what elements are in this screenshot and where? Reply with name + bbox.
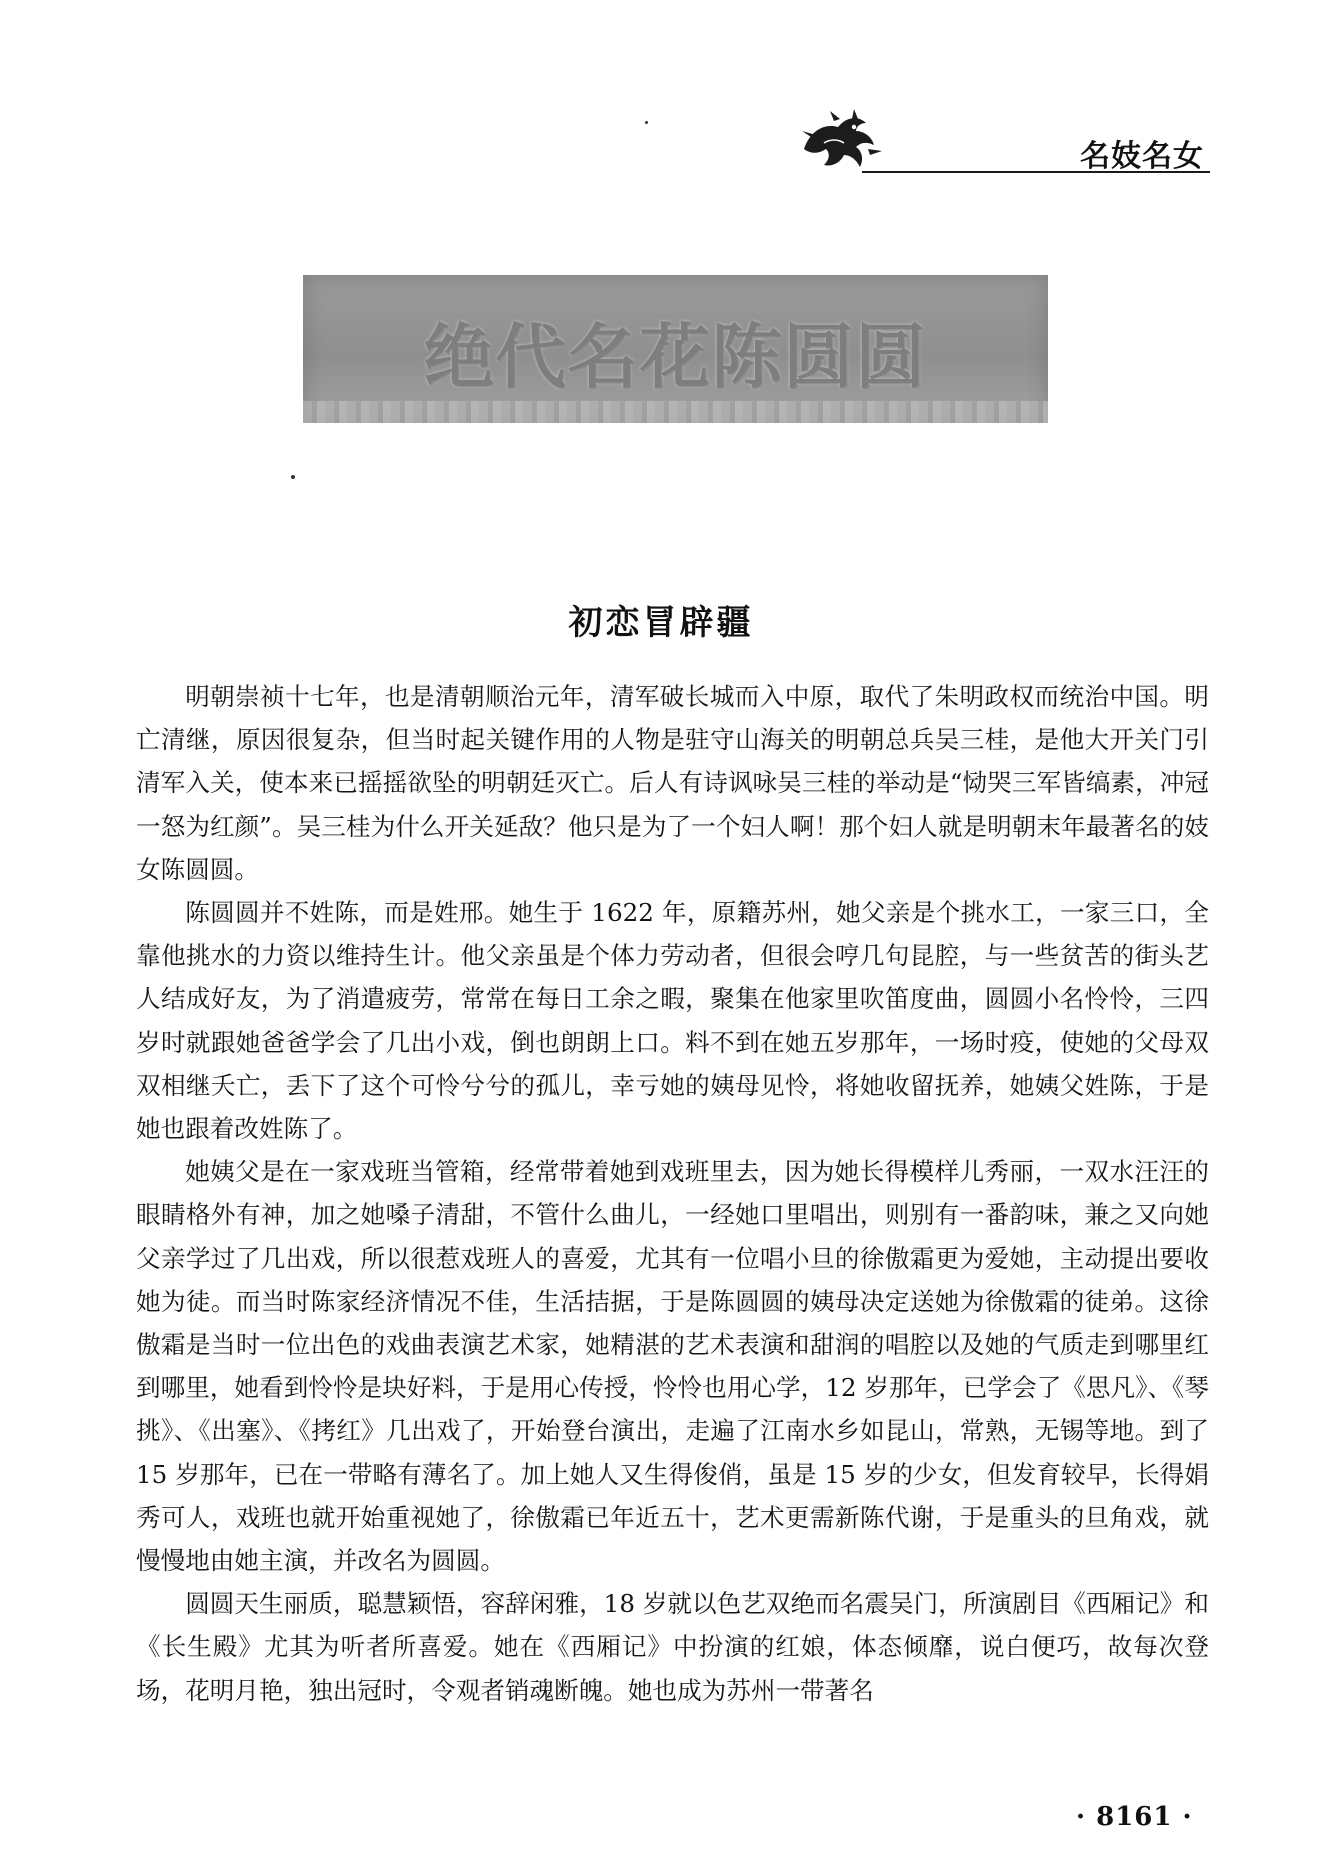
paragraph: 陈圆圆并不姓陈，而是姓邢。她生于 1622 年，原籍苏州，她父亲是个挑水工，一家三口，全靠他挑水的力资以维持生计。他父亲虽是个体力劳动者，但很会哼几句昆腔，与一些贫苦的街头艺人结成好友，为了消遣疲劳，常常在每日工余之暇，聚集在他家里吹笛度曲，圆圆小名怜怜，三四岁时就跟她爸爸学会了几出小戏，倒也朗朗上口。料不到在她五岁那年，一场时疫，使她的父母双双相继夭亡，丢下了这个可怜兮兮的孤儿，幸亏她的姨母见怜，将她收留抚养，她姨父姓陈，于是她也跟着改姓陈了。 — [136, 898, 1209, 1144]
paragraph: 她姨父是在一家戏班当管箱，经常带着她到戏班里去，因为她长得模样儿秀丽，一双水汪汪的眼睛格外有神，加之她嗓子清甜，不管什么曲儿，一经她口里唱出，则别有一番韵味，兼之又向她父亲学过了几出戏，所以很惹戏班人的喜爱，尤其有一位唱小旦的徐傲霜更为爱她，主动提出要收她为徒。而当时陈家经济情况不佳，生活拮据，于是陈圆圆的姨母决定送她为徐傲霜的徒弟。这徐傲霜是当时一位出色的戏曲表演艺术家，她精湛的艺术表演和甜润的唱腔以及她的气质走到哪里红到哪里，她看到怜怜是块好料，于是用心传授，怜怜也用心学，12 岁那年，已学会了《思凡》、《琴挑》、《出塞》、《拷红》几出戏了，开始登台演出，走遍了江南水乡如昆山，常熟，无锡等地。到了 15 岁那年，已在一带略有薄名了。加上她人又生得俊俏，虽是 15 岁的少女，但发育较早，长得娟秀可人，戏班也就开始重视她了，徐傲霜已年近五十，艺术更需新陈代谢，于是重头的旦角戏，就慢慢地由她主演，并改名为圆圆。 — [136, 1157, 1209, 1576]
paragraph: 圆圆天生丽质，聪慧颖悟，容辞闲雅，18 岁就以色艺双绝而名震吴门，所演剧目《西厢记》和《长生殿》尤其为听者所喜爱。她在《西厢记》中扮演的红娘，体态倾靡，说白便巧，故每次登场，花明月艳，独出冠时，令观者销魂断魄。她也成为苏州一带著名 — [136, 1589, 1209, 1705]
header-rule — [862, 171, 1210, 173]
running-header — [770, 105, 1210, 175]
article-title: 绝代名花陈圆圆 — [423, 315, 928, 398]
scan-speck — [291, 475, 295, 479]
scan-speck — [645, 121, 648, 124]
section-heading: 初恋冒辟疆 — [568, 602, 754, 643]
section-name: 名妓名女 — [1080, 139, 1204, 174]
dragon-emblem-icon — [794, 109, 884, 171]
title-banner — [303, 275, 1048, 423]
paragraph: 明朝崇祯十七年，也是清朝顺治元年，清军破长城而入中原，取代了朱明政权而统治中国。明亡清继，原因很复杂，但当时起关键作用的人物是驻守山海关的明朝总兵吴三桂，是他大开关门引清军入关，使本来已摇摇欲坠的明朝廷灭亡。后人有诗讽咏吴三桂的举动是“恸哭三军皆缟素，冲冠一怒为红颜”。吴三桂为什么开关延敌？他只是为了一个妇人啊！那个妇人就是明朝末年最著名的妓女陈圆圆。 — [136, 682, 1209, 884]
article-body — [136, 675, 1209, 1712]
page-number: · 8161 · — [1076, 1802, 1193, 1832]
